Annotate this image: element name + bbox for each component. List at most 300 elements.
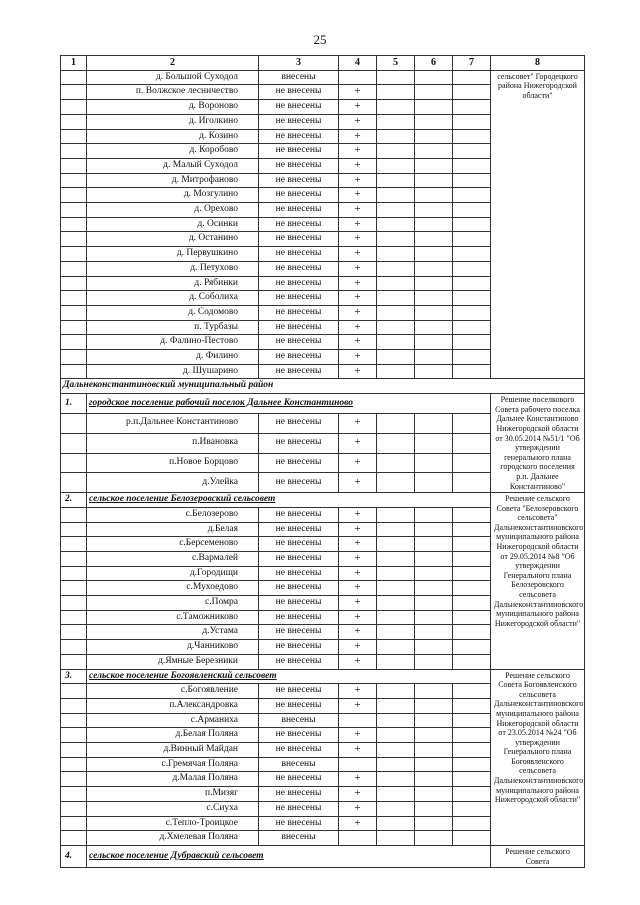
plan-status: не внесены xyxy=(259,728,339,743)
row-col-7 xyxy=(453,158,491,173)
plus-mark: + xyxy=(339,158,377,173)
locality-name: с.Гремячая Поляна xyxy=(87,757,259,772)
plan-status: не внесены xyxy=(259,85,339,100)
locality-name: п. Волжское лесничество xyxy=(87,85,259,100)
plan-status: не внесены xyxy=(259,433,339,453)
row-col-5 xyxy=(377,728,415,743)
plus-mark: + xyxy=(339,566,377,581)
row-col-1 xyxy=(61,129,87,144)
plan-status: не внесены xyxy=(259,566,339,581)
plus-mark: + xyxy=(339,217,377,232)
plan-status: не внесены xyxy=(259,158,339,173)
row-col-1 xyxy=(61,684,87,699)
plus-mark: + xyxy=(339,787,377,802)
plus-mark: + xyxy=(339,816,377,831)
settlement-header-row xyxy=(61,669,585,684)
row-col-1 xyxy=(61,144,87,159)
row-col-1 xyxy=(61,232,87,247)
row-col-6 xyxy=(415,537,453,552)
locality-name: п.Ивановка xyxy=(87,433,259,453)
row-col-5 xyxy=(377,144,415,159)
plan-status: не внесены xyxy=(259,537,339,552)
plus-mark: + xyxy=(339,743,377,758)
plan-status: не внесены xyxy=(259,350,339,365)
row-col-5 xyxy=(377,217,415,232)
plus-mark: + xyxy=(339,305,377,320)
row-col-7 xyxy=(453,188,491,203)
locality-name: д.Устама xyxy=(87,625,259,640)
row-col-7 xyxy=(453,581,491,596)
row-col-7 xyxy=(453,654,491,669)
row-col-7 xyxy=(453,728,491,743)
row-col-5 xyxy=(377,188,415,203)
plan-status: не внесены xyxy=(259,453,339,473)
locality-name: п.Новое Борцово xyxy=(87,453,259,473)
decision-text: Решение сельского Совета Богоявленского сельсовета Дальнеконстантиновского муниципального района Нижегородской области от 23.05.2014 №24 "Об утверждении Генерального плана Богоявленского сельсовета Дальнеконстантиновского муниципального района Нижегородской области" xyxy=(491,669,585,845)
row-col-7 xyxy=(453,305,491,320)
row-col-5 xyxy=(377,473,415,493)
row-col-1 xyxy=(61,654,87,669)
row-col-7 xyxy=(453,522,491,537)
header-row xyxy=(61,56,585,71)
row-col-1 xyxy=(61,640,87,655)
row-col-5 xyxy=(377,816,415,831)
row-col-5 xyxy=(377,801,415,816)
row-col-1 xyxy=(61,203,87,218)
row-col-5 xyxy=(377,247,415,262)
plan-status: не внесены xyxy=(259,291,339,306)
plan-status: не внесены xyxy=(259,217,339,232)
plan-status: не внесены xyxy=(259,551,339,566)
row-col-5 xyxy=(377,276,415,291)
row-col-6 xyxy=(415,625,453,640)
row-col-1 xyxy=(61,728,87,743)
row-col-6 xyxy=(415,85,453,100)
region-name: Дальнеконстантиновский муниципальный район xyxy=(61,379,585,394)
row-col-7 xyxy=(453,787,491,802)
plus-mark: + xyxy=(339,453,377,473)
plus-mark: + xyxy=(339,144,377,159)
plan-status: не внесены xyxy=(259,743,339,758)
row-col-1 xyxy=(61,305,87,320)
plan-status: не внесены xyxy=(259,801,339,816)
plus-mark: + xyxy=(339,129,377,144)
row-col-6 xyxy=(415,276,453,291)
plan-status: не внесены xyxy=(259,188,339,203)
row-col-7 xyxy=(453,625,491,640)
plus-mark: + xyxy=(339,247,377,262)
row-col-6 xyxy=(415,129,453,144)
row-col-1 xyxy=(61,188,87,203)
plan-status: не внесены xyxy=(259,173,339,188)
row-col-1 xyxy=(61,625,87,640)
row-col-1 xyxy=(61,114,87,129)
plus-mark: + xyxy=(339,203,377,218)
plan-status: внесены xyxy=(259,831,339,846)
plus-mark: + xyxy=(339,596,377,611)
row-col-1 xyxy=(61,320,87,335)
plus-mark: + xyxy=(339,350,377,365)
plan-status: не внесены xyxy=(259,816,339,831)
plan-status: не внесены xyxy=(259,698,339,713)
plan-status: не внесены xyxy=(259,787,339,802)
row-col-1 xyxy=(61,433,87,453)
locality-name: с.Белозерово xyxy=(87,507,259,522)
row-col-1 xyxy=(61,413,87,433)
row-col-5 xyxy=(377,640,415,655)
row-col-6 xyxy=(415,453,453,473)
plan-status: не внесены xyxy=(259,129,339,144)
row-col-1 xyxy=(61,537,87,552)
row-col-1 xyxy=(61,364,87,379)
locality-name: с.Тепло-Троицкое xyxy=(87,816,259,831)
locality-name: с.Мухоедово xyxy=(87,581,259,596)
row-col-1 xyxy=(61,473,87,493)
locality-name: п.Александровка xyxy=(87,698,259,713)
row-col-7 xyxy=(453,537,491,552)
plan-status: не внесены xyxy=(259,100,339,115)
row-col-6 xyxy=(415,816,453,831)
plan-status: не внесены xyxy=(259,232,339,247)
settlement-name: сельское поселение Богоявленский сельсовет xyxy=(87,669,491,684)
row-col-1 xyxy=(61,522,87,537)
row-col-5 xyxy=(377,522,415,537)
row-col-6 xyxy=(415,610,453,625)
row-col-5 xyxy=(377,433,415,453)
row-col-7 xyxy=(453,129,491,144)
settlement-header-row xyxy=(61,394,585,414)
row-col-5 xyxy=(377,581,415,596)
row-col-6 xyxy=(415,654,453,669)
locality-name: д. Большой Суходол xyxy=(87,70,259,85)
plus-mark: + xyxy=(339,610,377,625)
row-col-7 xyxy=(453,173,491,188)
row-col-1 xyxy=(61,335,87,350)
row-col-6 xyxy=(415,772,453,787)
plan-status: не внесены xyxy=(259,114,339,129)
plan-status: не внесены xyxy=(259,144,339,159)
plan-status: не внесены xyxy=(259,247,339,262)
row-col-5 xyxy=(377,70,415,85)
plus-mark: + xyxy=(339,100,377,115)
column-header-4: 4 xyxy=(339,56,377,71)
plan-status: не внесены xyxy=(259,684,339,699)
plan-status: внесены xyxy=(259,757,339,772)
row-col-7 xyxy=(453,640,491,655)
plan-status: не внесены xyxy=(259,522,339,537)
plus-mark: + xyxy=(339,335,377,350)
plan-status: не внесены xyxy=(259,625,339,640)
row-col-1 xyxy=(61,247,87,262)
row-col-5 xyxy=(377,350,415,365)
settlement-header-row xyxy=(61,845,585,867)
row-col-7 xyxy=(453,757,491,772)
row-col-5 xyxy=(377,507,415,522)
plan-status: не внесены xyxy=(259,581,339,596)
locality-name: д.Малая Поляна xyxy=(87,772,259,787)
column-header-2: 2 xyxy=(87,56,259,71)
row-col-6 xyxy=(415,188,453,203)
row-col-7 xyxy=(453,453,491,473)
plan-status: не внесены xyxy=(259,364,339,379)
row-col-7 xyxy=(453,433,491,453)
row-col-7 xyxy=(453,335,491,350)
row-col-7 xyxy=(453,232,491,247)
locality-name: д. Останино xyxy=(87,232,259,247)
plus-mark: + xyxy=(339,188,377,203)
plan-status: не внесены xyxy=(259,203,339,218)
plus-mark: + xyxy=(339,537,377,552)
row-col-6 xyxy=(415,596,453,611)
decision-text: Решение поселкового Совета рабочего поселка Дальнее Константиново Нижегородской области от 30.05.2014 №51/1 "Об утверждении генерального плана городского поселения р.п. Дальнее Константиново" xyxy=(491,394,585,493)
row-col-7 xyxy=(453,203,491,218)
plus-mark: + xyxy=(339,114,377,129)
settlement-number: 1. xyxy=(61,394,87,414)
row-col-5 xyxy=(377,413,415,433)
row-col-5 xyxy=(377,129,415,144)
row-col-1 xyxy=(61,507,87,522)
settlement-header-row xyxy=(61,493,585,508)
locality-name: д.Винный Майдан xyxy=(87,743,259,758)
locality-name: д. Фалино-Пестово xyxy=(87,335,259,350)
row-col-7 xyxy=(453,217,491,232)
row-col-7 xyxy=(453,100,491,115)
row-col-7 xyxy=(453,144,491,159)
row-col-6 xyxy=(415,320,453,335)
row-col-6 xyxy=(415,217,453,232)
plan-status: внесены xyxy=(259,713,339,728)
plus-mark: + xyxy=(339,507,377,522)
settlement-number: 3. xyxy=(61,669,87,684)
row-col-7 xyxy=(453,698,491,713)
row-col-6 xyxy=(415,522,453,537)
row-col-7 xyxy=(453,473,491,493)
locality-name: д.Хмелевая Поляна xyxy=(87,831,259,846)
row-col-5 xyxy=(377,203,415,218)
plus-mark: + xyxy=(339,625,377,640)
settlements-table xyxy=(60,55,585,868)
row-col-5 xyxy=(377,757,415,772)
locality-name: д. Рябинки xyxy=(87,276,259,291)
plus-mark xyxy=(339,70,377,85)
row-col-7 xyxy=(453,364,491,379)
row-col-6 xyxy=(415,507,453,522)
row-col-5 xyxy=(377,291,415,306)
locality-name: д. Мозгулино xyxy=(87,188,259,203)
row-col-1 xyxy=(61,816,87,831)
locality-name: п. Турбазы xyxy=(87,320,259,335)
locality-name: д. Орехово xyxy=(87,203,259,218)
locality-name: с.Сиуха xyxy=(87,801,259,816)
row-col-6 xyxy=(415,728,453,743)
row-col-7 xyxy=(453,291,491,306)
row-col-6 xyxy=(415,787,453,802)
plan-status: внесены xyxy=(259,70,339,85)
locality-name: с.Берсеменово xyxy=(87,537,259,552)
row-col-6 xyxy=(415,114,453,129)
row-col-7 xyxy=(453,350,491,365)
row-col-7 xyxy=(453,276,491,291)
row-col-6 xyxy=(415,70,453,85)
plan-status: не внесены xyxy=(259,640,339,655)
locality-name: д. Содомово xyxy=(87,305,259,320)
settlement-number: 2. xyxy=(61,493,87,508)
locality-name: д.Чанниково xyxy=(87,640,259,655)
row-col-1 xyxy=(61,350,87,365)
row-col-5 xyxy=(377,114,415,129)
row-col-6 xyxy=(415,684,453,699)
plus-mark: + xyxy=(339,85,377,100)
plus-mark: + xyxy=(339,473,377,493)
plus-mark: + xyxy=(339,433,377,453)
row-col-1 xyxy=(61,757,87,772)
locality-name: д. Филино xyxy=(87,350,259,365)
row-col-6 xyxy=(415,305,453,320)
plus-mark: + xyxy=(339,640,377,655)
locality-name: д. Осинки xyxy=(87,217,259,232)
row-col-6 xyxy=(415,640,453,655)
row-col-1 xyxy=(61,453,87,473)
plus-mark xyxy=(339,713,377,728)
plus-mark: + xyxy=(339,551,377,566)
plus-mark: + xyxy=(339,261,377,276)
plan-status: не внесены xyxy=(259,305,339,320)
row-col-6 xyxy=(415,581,453,596)
plan-status: не внесены xyxy=(259,413,339,433)
locality-name: п.Мизяг xyxy=(87,787,259,802)
row-col-5 xyxy=(377,684,415,699)
row-col-7 xyxy=(453,114,491,129)
row-col-5 xyxy=(377,537,415,552)
row-col-7 xyxy=(453,713,491,728)
row-col-1 xyxy=(61,801,87,816)
row-col-7 xyxy=(453,507,491,522)
plus-mark: + xyxy=(339,698,377,713)
row-col-6 xyxy=(415,801,453,816)
column-header-3: 3 xyxy=(259,56,339,71)
locality-name: с.Помра xyxy=(87,596,259,611)
row-col-1 xyxy=(61,713,87,728)
row-col-7 xyxy=(453,610,491,625)
row-col-6 xyxy=(415,743,453,758)
table-row xyxy=(61,70,585,85)
row-col-6 xyxy=(415,413,453,433)
row-col-1 xyxy=(61,787,87,802)
plus-mark: + xyxy=(339,801,377,816)
row-col-6 xyxy=(415,757,453,772)
row-col-5 xyxy=(377,158,415,173)
locality-name: д.Ямные Березники xyxy=(87,654,259,669)
row-col-7 xyxy=(453,551,491,566)
row-col-5 xyxy=(377,320,415,335)
plus-mark: + xyxy=(339,173,377,188)
column-header-1: 1 xyxy=(61,56,87,71)
column-header-6: 6 xyxy=(415,56,453,71)
row-col-6 xyxy=(415,551,453,566)
row-col-5 xyxy=(377,743,415,758)
plus-mark: + xyxy=(339,728,377,743)
row-col-5 xyxy=(377,85,415,100)
plan-status: не внесены xyxy=(259,654,339,669)
locality-name: с.Таможниково xyxy=(87,610,259,625)
row-col-6 xyxy=(415,473,453,493)
row-col-6 xyxy=(415,158,453,173)
locality-name: д.Городищи xyxy=(87,566,259,581)
settlement-name: городское поселение рабочий поселок Дальнее Константиново xyxy=(87,394,491,414)
decision-text: Решение сельского Совета xyxy=(491,845,585,867)
plus-mark: + xyxy=(339,684,377,699)
settlement-number: 4. xyxy=(61,845,87,867)
row-col-5 xyxy=(377,698,415,713)
plan-status: не внесены xyxy=(259,507,339,522)
row-col-7 xyxy=(453,413,491,433)
plan-status: не внесены xyxy=(259,261,339,276)
plus-mark: + xyxy=(339,581,377,596)
row-col-5 xyxy=(377,335,415,350)
plus-mark: + xyxy=(339,654,377,669)
row-col-6 xyxy=(415,232,453,247)
plan-status: не внесены xyxy=(259,276,339,291)
row-col-6 xyxy=(415,291,453,306)
row-col-6 xyxy=(415,713,453,728)
plan-status: не внесены xyxy=(259,320,339,335)
plan-status: не внесены xyxy=(259,335,339,350)
locality-name: д. Первушкино xyxy=(87,247,259,262)
locality-name: с.Арманиха xyxy=(87,713,259,728)
row-col-5 xyxy=(377,713,415,728)
row-col-6 xyxy=(415,350,453,365)
row-col-1 xyxy=(61,610,87,625)
row-col-7 xyxy=(453,247,491,262)
row-col-6 xyxy=(415,698,453,713)
row-col-5 xyxy=(377,261,415,276)
decision-text: сельсовет" Городецкого района Нижегородской области" xyxy=(491,70,585,379)
row-col-6 xyxy=(415,566,453,581)
settlement-name: сельское поселение Белозеровский сельсовет xyxy=(87,493,491,508)
row-col-5 xyxy=(377,551,415,566)
row-col-6 xyxy=(415,831,453,846)
row-col-1 xyxy=(61,291,87,306)
plus-mark: + xyxy=(339,232,377,247)
row-col-5 xyxy=(377,625,415,640)
row-col-5 xyxy=(377,100,415,115)
row-col-6 xyxy=(415,173,453,188)
locality-name: с.Вармалей xyxy=(87,551,259,566)
locality-name: д. Шушарино xyxy=(87,364,259,379)
row-col-5 xyxy=(377,610,415,625)
row-col-7 xyxy=(453,70,491,85)
plus-mark: + xyxy=(339,522,377,537)
plus-mark: + xyxy=(339,291,377,306)
locality-name: д.Белая xyxy=(87,522,259,537)
region-row xyxy=(61,379,585,394)
row-col-1 xyxy=(61,276,87,291)
plus-mark: + xyxy=(339,276,377,291)
row-col-1 xyxy=(61,85,87,100)
row-col-1 xyxy=(61,261,87,276)
column-header-8: 8 xyxy=(491,56,585,71)
settlement-name: сельское поселение Дубравский сельсовет xyxy=(87,845,491,867)
row-col-1 xyxy=(61,831,87,846)
row-col-5 xyxy=(377,364,415,379)
plus-mark: + xyxy=(339,364,377,379)
row-col-7 xyxy=(453,801,491,816)
plus-mark xyxy=(339,831,377,846)
page-number: 25 xyxy=(313,32,327,47)
locality-name: д. Соболиха xyxy=(87,291,259,306)
row-col-5 xyxy=(377,566,415,581)
locality-name: д. Коробово xyxy=(87,144,259,159)
